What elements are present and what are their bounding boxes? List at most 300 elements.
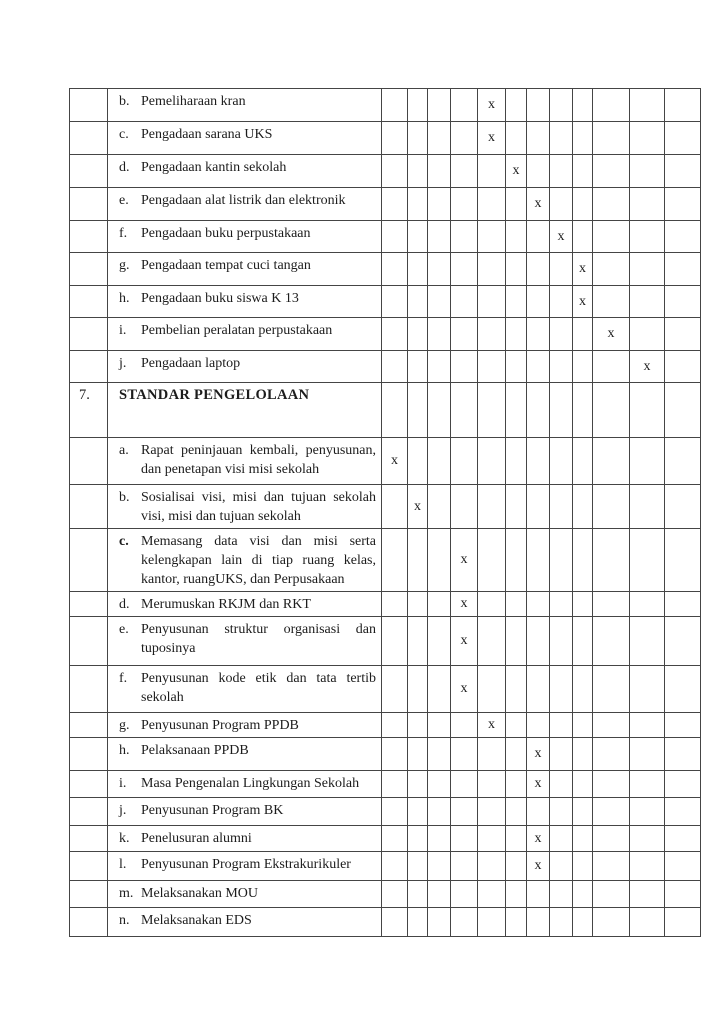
schedule-cell [451, 122, 478, 155]
schedule-cell [382, 826, 408, 852]
item-letter: h. [119, 291, 130, 306]
activity-cell [108, 485, 382, 529]
schedule-cell [573, 592, 593, 617]
schedule-cell [478, 286, 506, 318]
item-text: Pengadaan sarana UKS [141, 127, 273, 142]
schedule-cell [630, 383, 665, 438]
item-letter: a. [119, 443, 129, 458]
schedule-x-mark-cell [408, 485, 428, 529]
schedule-cell [506, 221, 527, 253]
schedule-cell [478, 438, 506, 485]
schedule-cell [408, 253, 428, 286]
schedule-x-mark-cell [506, 155, 527, 188]
item-text: Sosialisai visi, misi dan tujuan sekolah visi, misi dan tujuan sekolah [141, 490, 376, 524]
schedule-cell [573, 529, 593, 592]
schedule-cell [451, 383, 478, 438]
schedule-cell [593, 155, 630, 188]
schedule-cell [665, 529, 701, 592]
item-text: Penyusunan Program Ekstrakurikuler [141, 857, 351, 872]
section-number-cell: 7. [70, 383, 108, 438]
activity-cell [108, 771, 382, 798]
activity-cell [108, 529, 382, 592]
schedule-x-mark-cell [478, 122, 506, 155]
item-text: Penyusunan struktur organisasi dan tuposinya [141, 622, 376, 656]
schedule-cell [506, 771, 527, 798]
schedule-cell [382, 666, 408, 713]
x-mark: x [534, 776, 542, 791]
schedule-cell [630, 155, 665, 188]
x-mark: x [460, 633, 468, 648]
schedule-cell [630, 617, 665, 666]
item-text: Pelaksanaan PPDB [141, 743, 249, 758]
schedule-cell [506, 592, 527, 617]
schedule-cell [630, 592, 665, 617]
schedule-cell [428, 908, 451, 937]
schedule-cell [408, 852, 428, 881]
schedule-x-mark-cell [478, 713, 506, 738]
schedule-cell [506, 286, 527, 318]
schedule-cell [382, 798, 408, 826]
item-letter: d. [119, 597, 130, 612]
row-number-cell [70, 351, 108, 383]
schedule-cell [573, 221, 593, 253]
schedule-cell [506, 188, 527, 221]
activity-cell [108, 89, 382, 122]
schedule-cell [451, 771, 478, 798]
schedule-cell [573, 617, 593, 666]
schedule-cell [527, 592, 550, 617]
schedule-cell [593, 798, 630, 826]
activity-schedule-table [69, 88, 701, 937]
schedule-cell [478, 908, 506, 937]
schedule-cell [630, 713, 665, 738]
item-letter: g. [119, 258, 130, 273]
schedule-cell [630, 529, 665, 592]
schedule-cell [506, 485, 527, 529]
table-row [70, 826, 701, 852]
schedule-cell [593, 485, 630, 529]
schedule-cell [527, 798, 550, 826]
schedule-cell [630, 438, 665, 485]
schedule-cell [550, 713, 573, 738]
schedule-cell [573, 89, 593, 122]
schedule-cell [428, 318, 451, 351]
schedule-cell [408, 438, 428, 485]
schedule-cell [550, 592, 573, 617]
schedule-cell [408, 188, 428, 221]
schedule-cell [550, 188, 573, 221]
schedule-cell [428, 592, 451, 617]
item-text: Pengadaan alat listrik dan elektronik [141, 193, 346, 208]
table-row [70, 221, 701, 253]
schedule-cell [573, 188, 593, 221]
row-number-cell [70, 318, 108, 351]
schedule-cell [550, 318, 573, 351]
schedule-cell [451, 188, 478, 221]
schedule-cell [593, 592, 630, 617]
row-number-cell [70, 666, 108, 713]
schedule-x-mark-cell [527, 826, 550, 852]
schedule-cell [593, 529, 630, 592]
schedule-cell [573, 738, 593, 771]
table-row [70, 881, 701, 908]
x-mark: x [460, 681, 468, 696]
row-number-cell [70, 122, 108, 155]
schedule-cell [478, 617, 506, 666]
schedule-cell [408, 713, 428, 738]
schedule-cell [573, 713, 593, 738]
x-mark: x [534, 746, 542, 761]
schedule-cell [382, 383, 408, 438]
schedule-cell [478, 221, 506, 253]
schedule-cell [630, 738, 665, 771]
schedule-cell [527, 666, 550, 713]
schedule-cell [478, 253, 506, 286]
item-letter: b. [119, 490, 130, 505]
schedule-cell [451, 318, 478, 351]
schedule-x-mark-cell [478, 89, 506, 122]
schedule-cell [573, 826, 593, 852]
row-number-cell [70, 881, 108, 908]
item-letter: m. [119, 886, 134, 901]
schedule-x-mark-cell [550, 221, 573, 253]
schedule-cell [382, 485, 408, 529]
schedule-cell [665, 286, 701, 318]
schedule-cell [527, 122, 550, 155]
schedule-cell [550, 908, 573, 937]
schedule-cell [527, 485, 550, 529]
row-number-cell [70, 529, 108, 592]
schedule-cell [593, 617, 630, 666]
schedule-cell [478, 666, 506, 713]
schedule-cell [451, 253, 478, 286]
activity-cell [108, 122, 382, 155]
schedule-cell [593, 852, 630, 881]
activity-cell [108, 155, 382, 188]
table-row [70, 798, 701, 826]
schedule-cell [408, 908, 428, 937]
schedule-cell [527, 155, 550, 188]
row-number-cell [70, 908, 108, 937]
schedule-cell [478, 485, 506, 529]
item-text: Memasang data visi dan misi serta kelengkapan lain di tiap ruang kelas, kantor, ruangUKS, dan Perpusakaan [141, 534, 376, 587]
schedule-cell [478, 188, 506, 221]
schedule-cell [408, 738, 428, 771]
schedule-cell [550, 286, 573, 318]
schedule-cell [630, 253, 665, 286]
schedule-x-mark-cell [630, 351, 665, 383]
schedule-cell [550, 529, 573, 592]
table-row [70, 351, 701, 383]
schedule-cell [630, 881, 665, 908]
schedule-cell [593, 666, 630, 713]
schedule-cell [665, 155, 701, 188]
table-row [70, 485, 701, 529]
row-number-cell [70, 438, 108, 485]
schedule-cell [478, 383, 506, 438]
schedule-cell [382, 713, 408, 738]
schedule-cell [665, 318, 701, 351]
schedule-cell [506, 881, 527, 908]
schedule-cell [408, 122, 428, 155]
schedule-cell [451, 286, 478, 318]
schedule-cell [478, 351, 506, 383]
x-mark: x [534, 858, 542, 873]
item-text: Pengadaan buku perpustakaan [141, 226, 311, 241]
schedule-cell [573, 881, 593, 908]
schedule-cell [408, 881, 428, 908]
schedule-cell [478, 881, 506, 908]
schedule-cell [527, 89, 550, 122]
schedule-x-mark-cell [451, 666, 478, 713]
schedule-cell [550, 155, 573, 188]
table-row [70, 438, 701, 485]
schedule-cell [382, 286, 408, 318]
schedule-cell [573, 771, 593, 798]
x-mark: x [414, 498, 421, 514]
schedule-cell [506, 713, 527, 738]
schedule-cell [665, 852, 701, 881]
schedule-cell [451, 738, 478, 771]
schedule-cell [593, 286, 630, 318]
schedule-cell [527, 438, 550, 485]
item-letter: e. [119, 193, 129, 208]
table-row [70, 318, 701, 351]
schedule-cell [593, 221, 630, 253]
schedule-cell [451, 221, 478, 253]
schedule-cell [527, 617, 550, 666]
schedule-cell [550, 666, 573, 713]
item-letter: h. [119, 743, 130, 758]
item-text: Penelusuran alumni [141, 831, 252, 846]
activity-cell [108, 798, 382, 826]
schedule-cell [593, 438, 630, 485]
schedule-cell [506, 318, 527, 351]
schedule-cell [630, 908, 665, 937]
x-mark: x [534, 830, 542, 846]
item-letter: f. [119, 226, 128, 241]
schedule-cell [550, 852, 573, 881]
schedule-cell [527, 908, 550, 937]
schedule-cell [478, 529, 506, 592]
activity-cell [108, 666, 382, 713]
schedule-cell [550, 881, 573, 908]
item-text: Pengadaan tempat cuci tangan [141, 258, 311, 273]
schedule-cell [428, 253, 451, 286]
schedule-cell [665, 881, 701, 908]
item-letter: l. [119, 857, 127, 872]
schedule-cell [506, 738, 527, 771]
activity-cell [108, 738, 382, 771]
item-letter: n. [119, 913, 130, 928]
schedule-x-mark-cell [593, 318, 630, 351]
section-title-cell [108, 383, 382, 438]
schedule-cell [428, 188, 451, 221]
schedule-cell [382, 852, 408, 881]
schedule-cell [665, 798, 701, 826]
schedule-cell [527, 383, 550, 438]
activity-cell [108, 221, 382, 253]
schedule-cell [527, 529, 550, 592]
item-text: Pembelian peralatan perpustakaan [141, 323, 333, 338]
schedule-cell [573, 852, 593, 881]
schedule-cell [451, 798, 478, 826]
item-letter: j. [119, 803, 127, 818]
schedule-cell [665, 89, 701, 122]
row-number-cell [70, 826, 108, 852]
schedule-cell [408, 798, 428, 826]
schedule-cell [451, 438, 478, 485]
schedule-cell [550, 89, 573, 122]
activity-cell [108, 908, 382, 937]
schedule-cell [506, 122, 527, 155]
activity-cell [108, 592, 382, 617]
table-row [70, 529, 701, 592]
schedule-cell [665, 826, 701, 852]
schedule-cell [382, 89, 408, 122]
schedule-cell [550, 485, 573, 529]
item-letter: k. [119, 831, 130, 846]
x-mark: x [534, 196, 542, 211]
schedule-cell [630, 798, 665, 826]
row-number-cell [70, 89, 108, 122]
schedule-cell [527, 286, 550, 318]
schedule-cell [428, 713, 451, 738]
schedule-cell [506, 666, 527, 713]
row-number-cell [70, 617, 108, 666]
schedule-cell [665, 617, 701, 666]
table-row [70, 89, 701, 122]
activity-cell [108, 351, 382, 383]
item-text: Melaksanakan EDS [141, 913, 252, 928]
schedule-cell [382, 771, 408, 798]
schedule-cell [665, 485, 701, 529]
schedule-cell [408, 221, 428, 253]
table-row [70, 122, 701, 155]
schedule-cell [506, 383, 527, 438]
schedule-cell [593, 908, 630, 937]
schedule-cell [550, 617, 573, 666]
schedule-cell [428, 485, 451, 529]
row-number-cell [70, 155, 108, 188]
schedule-cell [527, 351, 550, 383]
schedule-cell [550, 771, 573, 798]
schedule-cell [428, 351, 451, 383]
schedule-cell [593, 383, 630, 438]
schedule-x-mark-cell [527, 852, 550, 881]
schedule-cell [630, 666, 665, 713]
activity-cell [108, 617, 382, 666]
schedule-cell [428, 666, 451, 713]
schedule-x-mark-cell [527, 771, 550, 798]
table-row [70, 155, 701, 188]
schedule-cell [478, 155, 506, 188]
schedule-cell [478, 826, 506, 852]
item-text: Pengadaan laptop [141, 356, 241, 371]
table-row [70, 666, 701, 713]
schedule-cell [506, 826, 527, 852]
schedule-cell [573, 318, 593, 351]
schedule-cell [630, 318, 665, 351]
schedule-cell [593, 881, 630, 908]
activity-cell [108, 286, 382, 318]
item-text: Pengadaan kantin sekolah [141, 160, 287, 175]
schedule-cell [428, 798, 451, 826]
schedule-cell [478, 798, 506, 826]
schedule-cell [428, 286, 451, 318]
schedule-cell [593, 89, 630, 122]
schedule-cell [550, 383, 573, 438]
schedule-cell [408, 318, 428, 351]
schedule-cell [573, 351, 593, 383]
x-mark: x [488, 97, 495, 112]
schedule-cell [665, 221, 701, 253]
schedule-cell [630, 852, 665, 881]
row-number-cell [70, 798, 108, 826]
schedule-cell [506, 351, 527, 383]
section-title: STANDAR PENGELOLAAN [119, 387, 310, 403]
table-row [70, 617, 701, 666]
table-row [70, 908, 701, 937]
schedule-cell [506, 89, 527, 122]
schedule-cell [630, 771, 665, 798]
schedule-cell [451, 351, 478, 383]
schedule-cell [630, 122, 665, 155]
table-row [70, 253, 701, 286]
schedule-cell [408, 529, 428, 592]
schedule-cell [593, 122, 630, 155]
schedule-cell [428, 826, 451, 852]
schedule-cell [665, 713, 701, 738]
schedule-cell [506, 617, 527, 666]
schedule-cell [428, 438, 451, 485]
schedule-cell [506, 253, 527, 286]
schedule-cell [550, 798, 573, 826]
schedule-cell [428, 89, 451, 122]
schedule-x-mark-cell [573, 286, 593, 318]
schedule-cell [573, 798, 593, 826]
item-text: Penyusunan Program BK [141, 803, 284, 818]
schedule-cell [382, 188, 408, 221]
schedule-cell [451, 89, 478, 122]
item-text: Melaksanakan MOU [141, 886, 259, 901]
schedule-cell [428, 122, 451, 155]
schedule-cell [527, 221, 550, 253]
schedule-cell [665, 592, 701, 617]
schedule-cell [630, 89, 665, 122]
schedule-cell [630, 286, 665, 318]
schedule-x-mark-cell [527, 738, 550, 771]
row-number-cell [70, 592, 108, 617]
x-mark: x [557, 228, 565, 244]
schedule-cell [665, 383, 701, 438]
schedule-cell [382, 221, 408, 253]
schedule-cell [665, 188, 701, 221]
schedule-cell [665, 438, 701, 485]
item-letter: j. [119, 356, 127, 371]
schedule-cell [408, 617, 428, 666]
table-row [70, 286, 701, 318]
schedule-cell [665, 351, 701, 383]
activity-cell [108, 318, 382, 351]
schedule-cell [630, 485, 665, 529]
schedule-x-mark-cell [527, 188, 550, 221]
item-letter: c. [119, 534, 129, 549]
row-number-cell [70, 485, 108, 529]
schedule-cell [573, 122, 593, 155]
schedule-cell [665, 122, 701, 155]
schedule-cell [382, 592, 408, 617]
